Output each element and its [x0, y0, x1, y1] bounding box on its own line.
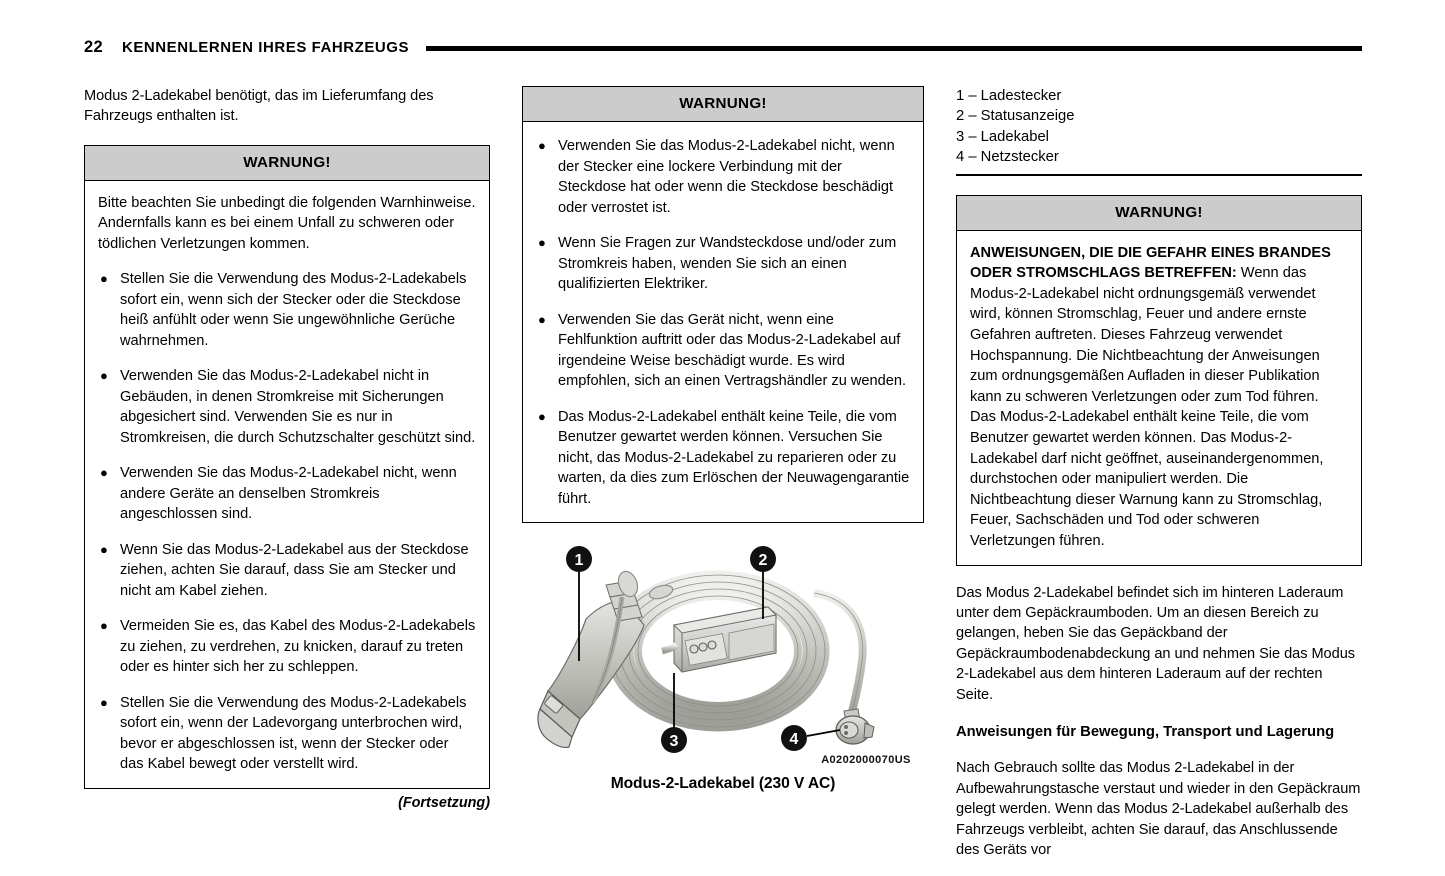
list-item	[98, 463, 476, 525]
mains-plug	[836, 709, 874, 744]
list-item	[536, 310, 910, 392]
svg-text:3: 3	[669, 733, 679, 750]
list-item-text: Wenn Sie Fragen zur Wandsteckdose und/oder zum Stromkreis haben, wenden Sie sich an einen qualifizierten Elektriker.	[558, 235, 897, 292]
list-item-text: Vermeiden Sie es, das Kabel des Modus-2-Ladekabels zu ziehen, zu verdrehen, zu knicken, darauf zu treten oder es hinter sich her zu schleppen.	[120, 618, 476, 676]
warning-bullet-list	[98, 269, 476, 775]
bullet-icon: ●	[538, 311, 546, 327]
column-right	[956, 86, 1362, 861]
warning-body	[957, 231, 1361, 565]
column-middle	[522, 86, 924, 793]
svg-text:2: 2	[758, 552, 768, 569]
list-item-text: Verwenden Sie das Gerät nicht, wenn eine Fehlfunktion auftritt oder das Modus-2-Ladekabel auf irgendeine Weise beschädigt wurde. Es wird empfohlen, sich an einen Vertragshändler zu wenden.	[558, 311, 907, 389]
list-item-text: Das Modus-2-Ladekabel enthält keine Teile, die vom Benutzer gewartet werden können. Versuchen Sie nicht, das Modus-2-Ladekabel zu reparieren oder zu warten, da dies zum Erlöschen der Neuwagengarantie führt.	[558, 408, 910, 507]
warning-intro-text: Bitte beachten Sie unbedingt die folgenden Warnhinweise. Andernfalls kann es bei einem Unfall zu schweren oder tödlichen Verletzungen kommen.	[98, 194, 476, 252]
callout-1	[566, 546, 592, 572]
warning-heading: WARNUNG!	[85, 146, 489, 181]
list-item-text: Verwenden Sie das Modus-2-Ladekabel nicht, wenn der Stecker eine lockere Verbindung mit der Steckdose hat oder wenn die Steckdose beschädigt oder verrostet ist.	[558, 138, 895, 216]
callout-2	[750, 546, 776, 572]
bullet-icon: ●	[100, 368, 108, 384]
part-code-label: A0202000070US	[821, 754, 911, 766]
page-header	[84, 38, 1362, 57]
list-item	[98, 269, 476, 351]
list-item-text: Stellen Sie die Verwendung des Modus-2-Ladekabels sofort ein, wenn der Ladevorgang unterbrochen wird, bevor er abgeschlossen ist, wenn der Stecker oder das Kabel bewegt oder verstellt wird.	[120, 694, 467, 773]
list-item-text: Wenn Sie das Modus-2-Ladekabel aus der Steckdose ziehen, achten Sie darauf, dass Sie am Stecker und nicht am Kabel ziehen.	[120, 541, 469, 599]
header-rule	[426, 46, 1362, 51]
list-item-text: Stellen Sie die Verwendung des Modus-2-Ladekabels sofort ein, wenn sich der Stecker oder die Steckdose heiß anfühlt oder wenn Sie ungewöhnliche Gerüche wahrnehmen.	[120, 271, 467, 349]
bullet-icon: ●	[100, 271, 108, 287]
list-item	[536, 407, 910, 510]
bullet-icon: ●	[100, 465, 108, 481]
page-number: 22	[84, 38, 103, 56]
intro-paragraph: Modus 2-Ladekabel benötigt, das im Lieferumfang des Fahrzeugs enthalten ist.	[84, 88, 434, 125]
list-item	[98, 616, 476, 678]
warning-box-right	[956, 195, 1362, 566]
callout-4	[781, 725, 807, 751]
bullet-icon: ●	[538, 138, 546, 153]
list-item	[98, 366, 476, 448]
warning-bullet-list	[536, 136, 910, 509]
bullet-icon: ●	[538, 235, 546, 250]
callout-3	[661, 727, 687, 753]
warning-box-middle	[522, 86, 924, 523]
status-box	[674, 607, 776, 672]
list-item-text: Verwenden Sie das Modus-2-Ladekabel nicht in Gebäuden, in denen Stromkreise mit Sicherungen abgesichert sind. Verwenden Sie es nur in Stromkreisen, die durch Schutzschalter geschützt sind.	[120, 368, 476, 446]
list-item	[98, 540, 476, 602]
charging-cable-illustration	[522, 541, 924, 769]
bullet-icon: ●	[100, 694, 108, 710]
body-paragraph-2: Nach Gebrauch sollte das Modus 2-Ladekabel in der Aufbewahrungstasche verstaut und wieder in den Gepäckraum gelegt werden. Wenn das Modus 2-Ladekabel außerhalb des Fahrzeugs verbleibt, achten Sie darauf, das Anschlussende des Geräts vor	[956, 760, 1361, 859]
warning-body	[85, 181, 489, 788]
svg-text:1: 1	[574, 552, 584, 569]
list-item	[536, 136, 910, 218]
figure-caption: Modus-2-Ladekabel (230 V AC)	[610, 775, 836, 792]
warning-lead-caps: ANWEISUNGEN, DIE DIE GEFAHR EINES BRANDES ODER STROMSCHLAGS BETREFFEN:	[970, 244, 1331, 282]
warning-body	[523, 122, 923, 522]
list-item	[98, 693, 476, 775]
list-item: 3 – Ladekabel	[956, 128, 1049, 145]
page-title: KENNENLERNEN IHRES FAHRZEUGS	[121, 39, 410, 56]
list-item-text: Verwenden Sie das Modus-2-Ladekabel nicht, wenn andere Geräte an denselben Stromkreis angeschlossen sind.	[120, 465, 457, 523]
body-paragraph-1: Das Modus 2-Ladekabel befindet sich im hinteren Laderaum unter dem Gepäckraumboden. Um an diesen Bereich zu gelangen, heben Sie das Gepäckband der Gepäckraumbodenabdeckung an und nehmen Sie das Modus 2-Ladekabel aus dem hinteren Laderaum auf der rechten Seite.	[956, 584, 1356, 703]
column-left	[84, 86, 490, 811]
continuation-label: (Fortsetzung)	[398, 794, 490, 811]
bullet-icon: ●	[538, 408, 546, 424]
figure-charging-cable	[522, 541, 924, 793]
parts-legend-list	[956, 86, 1362, 176]
bullet-icon: ●	[100, 618, 108, 634]
warning-heading: WARNUNG!	[523, 87, 923, 122]
warning-box-left	[84, 145, 490, 789]
list-item: 4 – Netzstecker	[956, 149, 1059, 166]
section-subheading: Anweisungen für Bewegung, Transport und Lagerung	[956, 723, 1335, 740]
list-item: 2 – Statusanzeige	[956, 108, 1075, 125]
warning-text	[970, 243, 1348, 552]
warning-heading: WARNUNG!	[957, 196, 1361, 231]
list-item	[536, 233, 910, 295]
list-item: 1 – Ladestecker	[956, 88, 1062, 104]
warning-body-text: Wenn das Modus-2-Ladekabel nicht ordnungsgemäß verwendet wird, können Stromschlag, Feuer und andere ernste Gefahren auftreten. Dieses Fahrzeug verwendet Hochspannung. Die Nichtbeachtung der Anweisungen zum ordnungsgemäßen Aufladen in dieser Publikation kann zu schweren Verletzungen oder zum Tod führen. Das Modus-2-Ladekabel enthält keine Teile, die vom Benutzer gewartet werden können. Das Modus-2-Ladekabel darf nicht geöffnet, auseinandergenommen, durchstochen oder manipuliert werden. Die Nichtbeachtung dieser Warnung kann zu Stromschlag, Feuer, Sachschäden und Tod oder schweren Verletzungen führen.	[970, 265, 1324, 549]
svg-text:4: 4	[789, 731, 799, 748]
bullet-icon: ●	[100, 541, 108, 557]
